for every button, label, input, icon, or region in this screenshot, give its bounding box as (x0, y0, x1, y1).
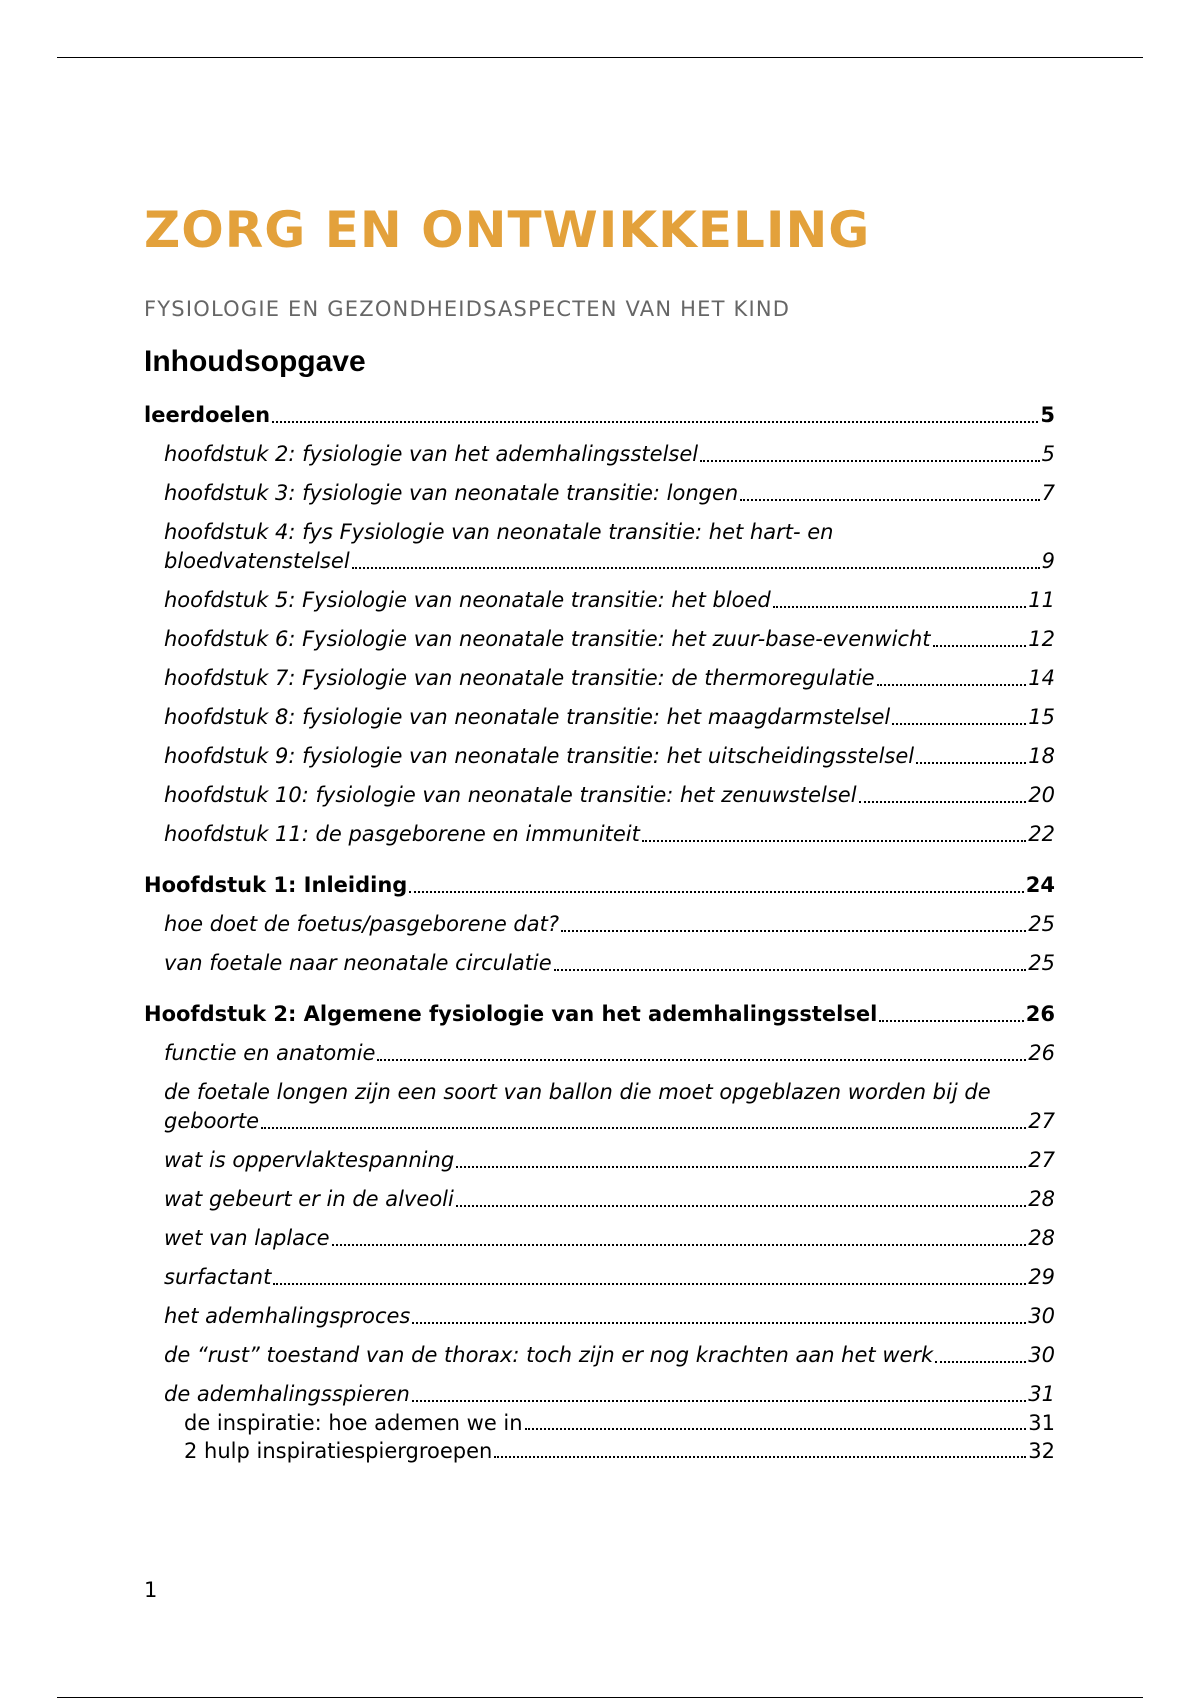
toc-entry[interactable] (144, 1341, 1055, 1370)
toc-entry-text: hoe doet de foetus/pasgeborene dat? (164, 912, 560, 936)
toc-entry[interactable] (144, 440, 1055, 469)
toc-entry[interactable] (144, 781, 1055, 810)
toc-entry-text: geboorte (164, 1109, 260, 1133)
toc-page-number: 20 (1028, 783, 1055, 807)
toc-page-number: 11 (1028, 588, 1055, 612)
toc-page-number: 14 (1028, 666, 1055, 690)
dot-leader (916, 762, 1026, 764)
toc-entry-text: Hoofdstuk 1: Inleiding (144, 873, 408, 897)
dot-leader (935, 1361, 1026, 1363)
dot-leader (877, 684, 1027, 686)
toc-entry[interactable] (144, 1409, 1055, 1437)
toc-entry[interactable] (144, 479, 1055, 508)
toc-entry[interactable] (144, 586, 1055, 615)
toc-entry[interactable] (144, 1078, 1055, 1136)
toc-entry[interactable] (144, 910, 1055, 939)
toc-entry-text: bloedvatenstelsel (164, 549, 350, 573)
page-number: 1 (144, 1578, 158, 1602)
toc-entry-text: het ademhalingsproces (164, 1304, 411, 1328)
dot-leader (456, 1205, 1026, 1207)
toc-entry[interactable] (144, 1224, 1055, 1253)
toc-page-number: 27 (1028, 1148, 1055, 1172)
toc-page-number: 30 (1028, 1343, 1055, 1367)
dot-leader (456, 1166, 1026, 1168)
toc-page-number: 25 (1028, 951, 1055, 975)
table-of-contents (144, 401, 1055, 1465)
dot-leader (700, 460, 1040, 462)
toc-entry-text: hoofdstuk 9: fysiologie van neonatale transitie: het uitscheidingsstelsel (164, 744, 915, 768)
toc-page-number: 24 (1025, 873, 1055, 897)
toc-entry[interactable] (144, 401, 1055, 430)
toc-page-number: 28 (1028, 1226, 1055, 1250)
toc-entry-text: hoofdstuk 5: Fysiologie van neonatale transitie: het bloed (164, 588, 771, 612)
toc-entry[interactable] (144, 664, 1055, 693)
toc-entry[interactable] (144, 820, 1055, 849)
toc-entry-text: hoofdstuk 6: Fysiologie van neonatale transitie: het zuur-base-evenwicht (164, 627, 931, 651)
toc-page-number: 25 (1028, 912, 1055, 936)
toc-entry-text: wat gebeurt er in de alveoli (164, 1187, 454, 1211)
document-body (144, 200, 1055, 1465)
dot-leader (377, 1059, 1026, 1061)
toc-entry-text: hoofdstuk 10: fysiologie van neonatale transitie: het zenuwstelsel (164, 783, 857, 807)
toc-entry[interactable] (144, 949, 1055, 978)
dot-leader (272, 421, 1038, 423)
toc-page-number: 28 (1028, 1187, 1055, 1211)
toc-entry-text: Hoofdstuk 2: Algemene fysiologie van het ademhalingsstelsel (144, 1002, 878, 1026)
toc-page-number: 18 (1028, 744, 1055, 768)
toc-entry[interactable] (144, 1039, 1055, 1068)
toc-entry-text: de “rust” toestand van de thorax: toch zijn er nog krachten aan het werk (164, 1343, 934, 1367)
toc-page-number: 15 (1028, 705, 1055, 729)
toc-entry-text: hoofdstuk 2: fysiologie van het ademhalingsstelsel (164, 442, 699, 466)
dot-leader (933, 645, 1027, 647)
toc-entry[interactable] (144, 1185, 1055, 1214)
toc-entry-text: wet van laplace (164, 1226, 330, 1250)
dot-leader (859, 801, 1027, 803)
dot-leader (352, 567, 1040, 569)
toc-entry-text: hoofdstuk 4: fys Fysiologie van neonatale transitie: het hart- en (164, 520, 834, 544)
document-title: ZORG EN ONTWIKKELING (144, 201, 871, 259)
toc-page-number: 30 (1028, 1304, 1055, 1328)
toc-entry-text: de ademhalingsspieren (164, 1382, 410, 1406)
toc-entry-text: hoofdstuk 7: Fysiologie van neonatale transitie: de thermoregulatie (164, 666, 875, 690)
dot-leader (879, 1020, 1023, 1022)
toc-entry-text: 2 hulp inspiratiespiergroepen (184, 1439, 493, 1463)
dot-leader (412, 1322, 1026, 1324)
toc-entry[interactable] (144, 1302, 1055, 1331)
toc-page-number: 29 (1028, 1265, 1055, 1289)
toc-page-number: 32 (1028, 1439, 1055, 1463)
toc-entry[interactable] (144, 1263, 1055, 1292)
toc-page-number: 7 (1041, 481, 1055, 505)
toc-page-number: 27 (1028, 1109, 1055, 1133)
toc-entry-text: van foetale naar neonatale circulatie (164, 951, 552, 975)
toc-entry[interactable] (144, 1437, 1055, 1465)
toc-page-number: 22 (1028, 822, 1055, 846)
dot-leader (412, 1400, 1026, 1402)
dot-leader (332, 1244, 1027, 1246)
toc-page-number: 31 (1028, 1382, 1055, 1406)
dot-leader (554, 969, 1027, 971)
toc-page-number: 9 (1041, 549, 1055, 573)
toc-entry-text: hoofdstuk 8: fysiologie van neonatale transitie: het maagdarmstelsel (164, 705, 891, 729)
toc-entry[interactable] (144, 1000, 1055, 1029)
header-rule (57, 57, 1143, 58)
dot-leader (642, 840, 1026, 842)
toc-entry-text: leerdoelen (144, 403, 271, 427)
dot-leader (740, 499, 1039, 501)
dot-leader (773, 606, 1027, 608)
toc-entry[interactable] (144, 518, 1055, 576)
toc-entry[interactable] (144, 742, 1055, 771)
toc-page-number: 12 (1028, 627, 1055, 651)
toc-entry-text: functie en anatomie (164, 1041, 376, 1065)
toc-page-number: 31 (1028, 1411, 1055, 1435)
toc-entry[interactable] (144, 871, 1055, 900)
dot-leader (525, 1428, 1027, 1430)
toc-entry-text: de foetale longen zijn een soort van ballon die moet opgeblazen worden bij de (164, 1080, 991, 1104)
dot-leader (494, 1456, 1026, 1458)
dot-leader (409, 891, 1023, 893)
toc-entry[interactable] (144, 1380, 1055, 1409)
dot-leader (892, 723, 1026, 725)
toc-page-number: 5 (1040, 403, 1055, 427)
toc-entry-text: surfactant (164, 1265, 272, 1289)
footer-rule (57, 1697, 1143, 1698)
dot-leader (273, 1283, 1026, 1285)
toc-entry-text: hoofdstuk 11: de pasgeborene en immuniteit (164, 822, 640, 846)
toc-entry[interactable] (144, 1146, 1055, 1175)
toc-entry-text: wat is oppervlaktespanning (164, 1148, 455, 1172)
toc-entry[interactable] (144, 703, 1055, 732)
toc-entry[interactable] (144, 625, 1055, 654)
toc-page-number: 26 (1028, 1041, 1055, 1065)
toc-page-number: 26 (1025, 1002, 1055, 1026)
toc-entry-text: hoofdstuk 3: fysiologie van neonatale transitie: longen (164, 481, 739, 505)
dot-leader (561, 930, 1026, 932)
toc-heading: Inhoudsopgave (144, 345, 366, 378)
toc-page-number: 5 (1041, 442, 1055, 466)
dot-leader (261, 1127, 1026, 1129)
toc-entry-text: de inspiratie: hoe ademen we in (184, 1411, 523, 1435)
document-subtitle: FYSIOLOGIE EN GEZONDHEIDSASPECTEN VAN HET KIND (144, 297, 791, 321)
